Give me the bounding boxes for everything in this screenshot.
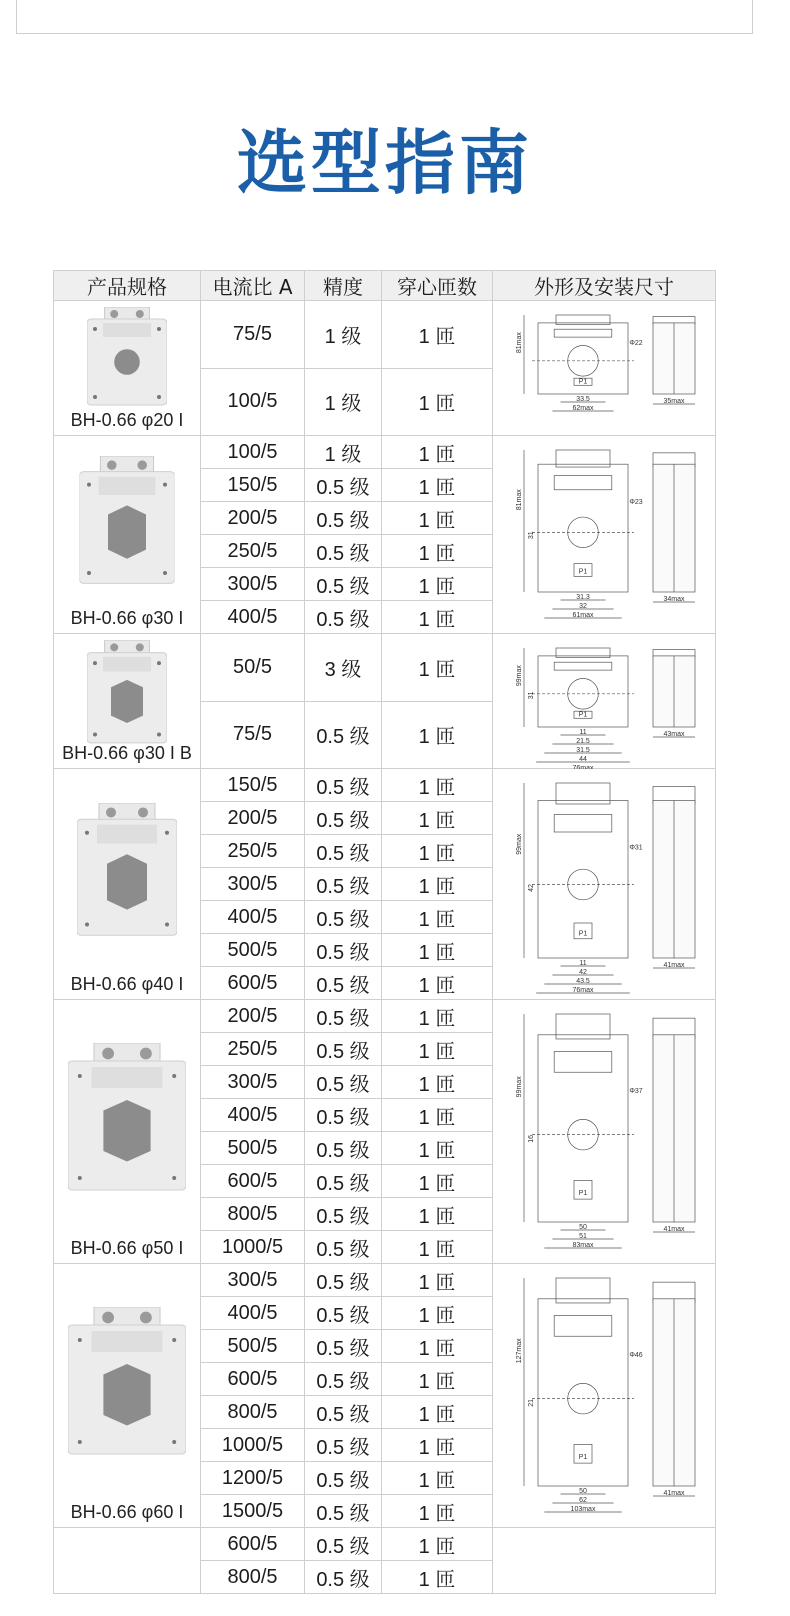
dimension-label: 34max — [663, 596, 685, 603]
turns-cell: 1 匝 — [382, 1165, 493, 1198]
dimension-label: 99max — [516, 1076, 523, 1098]
product-photo — [77, 803, 177, 938]
spec-table — [53, 270, 716, 1594]
dimension-label: 43max — [663, 731, 685, 738]
header-dimensions: 外形及安装尺寸 — [493, 271, 716, 301]
current-ratio-cell: 150/5 — [201, 469, 305, 502]
current-ratio-cell: 75/5 — [201, 301, 305, 369]
accuracy-cell: 0.5 级 — [305, 835, 382, 868]
dimension-label: 21 — [528, 1398, 535, 1407]
table-row — [54, 769, 716, 802]
header-turns: 穿心匝数 — [382, 271, 493, 301]
turns-cell: 1 匝 — [382, 1132, 493, 1165]
table-row — [54, 1528, 716, 1561]
product-photo — [80, 456, 175, 586]
current-ratio-cell: 250/5 — [201, 1033, 305, 1066]
dimension-label: 33.5 — [576, 396, 590, 403]
product-photo — [68, 1043, 186, 1193]
dimension-label: P1 — [578, 568, 588, 576]
current-ratio-cell: 1200/5 — [201, 1462, 305, 1495]
turns-cell: 1 匝 — [382, 1528, 493, 1561]
product-cell — [54, 1000, 201, 1264]
accuracy-cell: 0.5 级 — [305, 1198, 382, 1231]
dimension-label: 62 — [579, 1497, 587, 1504]
dimension-cell — [493, 1528, 716, 1594]
table-row — [54, 301, 716, 369]
turns-cell: 1 匝 — [382, 1396, 493, 1429]
turns-cell: 1 匝 — [382, 1000, 493, 1033]
accuracy-cell: 1 级 — [305, 436, 382, 469]
dimension-label: 51 — [579, 1233, 587, 1240]
dimension-label: P1 — [578, 930, 588, 938]
accuracy-cell: 0.5 级 — [305, 535, 382, 568]
dimension-label: P1 — [578, 711, 588, 719]
current-ratio-cell: 400/5 — [201, 1297, 305, 1330]
dimension-label: 99max — [516, 833, 523, 855]
dimension-label: 62max — [572, 405, 594, 412]
accuracy-cell: 3 级 — [305, 634, 382, 702]
turns-cell: 1 匝 — [382, 901, 493, 934]
accuracy-cell: 0.5 级 — [305, 568, 382, 601]
dimension-cell — [493, 1264, 716, 1528]
turns-cell: 1 匝 — [382, 1429, 493, 1462]
dimension-label: P1 — [578, 1453, 588, 1461]
product-photo — [68, 1307, 186, 1457]
turns-cell: 1 匝 — [382, 934, 493, 967]
dimension-label: 83max — [572, 1242, 594, 1249]
dimension-drawing — [493, 301, 716, 436]
accuracy-cell: 0.5 级 — [305, 967, 382, 1000]
product-cell — [54, 1264, 201, 1528]
accuracy-cell: 0.5 级 — [305, 1528, 382, 1561]
dimension-label: 81max — [516, 332, 523, 354]
turns-cell: 1 匝 — [382, 1033, 493, 1066]
accuracy-cell: 0.5 级 — [305, 868, 382, 901]
dimension-label: Φ23 — [629, 498, 643, 506]
current-ratio-cell: 200/5 — [201, 802, 305, 835]
product-cell — [54, 634, 201, 769]
current-ratio-cell: 300/5 — [201, 868, 305, 901]
turns-cell: 1 匝 — [382, 701, 493, 769]
dimension-label: Φ22 — [629, 340, 643, 348]
turns-cell: 1 匝 — [382, 769, 493, 802]
current-ratio-cell: 100/5 — [201, 368, 305, 436]
dimension-label: 32 — [579, 603, 587, 610]
current-ratio-cell: 300/5 — [201, 568, 305, 601]
turns-cell: 1 匝 — [382, 1264, 493, 1297]
turns-cell: 1 匝 — [382, 436, 493, 469]
current-ratio-cell: 500/5 — [201, 1330, 305, 1363]
current-ratio-cell: 600/5 — [201, 967, 305, 1000]
dimension-drawing — [493, 634, 716, 769]
turns-cell: 1 匝 — [382, 535, 493, 568]
current-ratio-cell: 300/5 — [201, 1264, 305, 1297]
accuracy-cell: 0.5 级 — [305, 502, 382, 535]
product-cell — [54, 436, 201, 634]
turns-cell: 1 匝 — [382, 1363, 493, 1396]
accuracy-cell: 0.5 级 — [305, 1165, 382, 1198]
current-ratio-cell: 150/5 — [201, 769, 305, 802]
dimension-drawing — [493, 436, 716, 634]
current-ratio-cell: 600/5 — [201, 1165, 305, 1198]
accuracy-cell: 0.5 级 — [305, 1231, 382, 1264]
dimension-label: 44 — [579, 756, 587, 763]
accuracy-cell: 0.5 级 — [305, 1363, 382, 1396]
turns-cell: 1 匝 — [382, 601, 493, 634]
dimension-label: 41max — [663, 1226, 685, 1233]
dimension-label: 76max — [572, 987, 594, 994]
accuracy-cell: 0.5 级 — [305, 1099, 382, 1132]
dimension-label: 42 — [579, 969, 587, 976]
dimension-label: 31 — [528, 691, 535, 700]
turns-cell: 1 匝 — [382, 967, 493, 1000]
accuracy-cell: 0.5 级 — [305, 1561, 382, 1594]
turns-cell: 1 匝 — [382, 502, 493, 535]
header-product-spec: 产品规格 — [54, 271, 201, 301]
turns-cell: 1 匝 — [382, 868, 493, 901]
accuracy-cell: 0.5 级 — [305, 934, 382, 967]
dimension-label: 81max — [516, 489, 523, 511]
accuracy-cell: 0.5 级 — [305, 469, 382, 502]
product-cell — [54, 769, 201, 1000]
table-row — [54, 436, 716, 469]
accuracy-cell: 0.5 级 — [305, 769, 382, 802]
current-ratio-cell: 400/5 — [201, 601, 305, 634]
turns-cell: 1 匝 — [382, 1561, 493, 1594]
dimension-label: Φ37 — [629, 1088, 643, 1096]
turns-cell: 1 匝 — [382, 802, 493, 835]
dimension-label: Φ31 — [629, 844, 643, 852]
table-row — [54, 1000, 716, 1033]
dimension-label: P1 — [578, 1189, 588, 1197]
current-ratio-cell: 400/5 — [201, 1099, 305, 1132]
turns-cell: 1 匝 — [382, 1066, 493, 1099]
dimension-label: 11 — [579, 729, 587, 736]
dimension-label: 99max — [516, 665, 523, 687]
accuracy-cell: 0.5 级 — [305, 1396, 382, 1429]
accuracy-cell: 0.5 级 — [305, 701, 382, 769]
dimension-label: 21.5 — [576, 738, 590, 745]
dimension-cell — [493, 634, 716, 769]
table-header-row — [54, 271, 716, 301]
accuracy-cell: 0.5 级 — [305, 1066, 382, 1099]
dimension-label: 127max — [516, 1338, 523, 1364]
current-ratio-cell: 1000/5 — [201, 1429, 305, 1462]
product-model-label: BH-0.66 φ50 I — [70, 1238, 184, 1258]
current-ratio-cell: 200/5 — [201, 502, 305, 535]
dimension-drawing — [493, 769, 716, 1000]
product-model-label: BH-0.66 φ60 I — [70, 1502, 184, 1522]
current-ratio-cell: 250/5 — [201, 535, 305, 568]
turns-cell: 1 匝 — [382, 835, 493, 868]
header-current-ratio: 电流比 A — [201, 271, 305, 301]
dimension-label: 50 — [579, 1224, 587, 1231]
table-row — [54, 1264, 716, 1297]
dimension-drawing — [493, 1264, 716, 1528]
current-ratio-cell: 300/5 — [201, 1066, 305, 1099]
turns-cell: 1 匝 — [382, 1330, 493, 1363]
dimension-cell — [493, 301, 716, 436]
dimension-label: Φ46 — [629, 1352, 643, 1360]
dimension-cell — [493, 1000, 716, 1264]
accuracy-cell: 0.5 级 — [305, 802, 382, 835]
accuracy-cell: 0.5 级 — [305, 1297, 382, 1330]
accuracy-cell: 0.5 级 — [305, 1264, 382, 1297]
current-ratio-cell: 500/5 — [201, 1132, 305, 1165]
dimension-label: 31.3 — [576, 594, 590, 601]
product-model-label: BH-0.66 φ30 I B — [62, 743, 192, 763]
dimension-label: 41max — [663, 1490, 685, 1497]
accuracy-cell: 1 级 — [305, 301, 382, 369]
dimension-cell — [493, 436, 716, 634]
turns-cell: 1 匝 — [382, 1297, 493, 1330]
current-ratio-cell: 50/5 — [201, 634, 305, 702]
dimension-label: P1 — [578, 378, 588, 386]
dimension-label: 50 — [579, 1488, 587, 1495]
current-ratio-cell: 1000/5 — [201, 1231, 305, 1264]
current-ratio-cell: 800/5 — [201, 1396, 305, 1429]
product-photo — [87, 640, 167, 745]
accuracy-cell: 0.5 级 — [305, 1330, 382, 1363]
current-ratio-cell: 500/5 — [201, 934, 305, 967]
dimension-label: 31 — [528, 531, 535, 540]
accuracy-cell: 0.5 级 — [305, 1429, 382, 1462]
accuracy-cell: 0.5 级 — [305, 1000, 382, 1033]
accuracy-cell: 0.5 级 — [305, 1495, 382, 1528]
current-ratio-cell: 200/5 — [201, 1000, 305, 1033]
accuracy-cell: 1 级 — [305, 368, 382, 436]
turns-cell: 1 匝 — [382, 469, 493, 502]
dimension-label: 11 — [579, 960, 587, 967]
current-ratio-cell: 400/5 — [201, 901, 305, 934]
turns-cell: 1 匝 — [382, 1099, 493, 1132]
dimension-label: 35max — [663, 398, 685, 405]
current-ratio-cell: 800/5 — [201, 1561, 305, 1594]
current-ratio-cell: 1500/5 — [201, 1495, 305, 1528]
turns-cell: 1 匝 — [382, 301, 493, 369]
dimension-label: 42 — [528, 884, 535, 892]
product-model-label: BH-0.66 φ30 I — [70, 608, 184, 628]
accuracy-cell: 0.5 级 — [305, 901, 382, 934]
page-title: 选型指南 — [237, 122, 533, 204]
dimension-label: 41max — [663, 962, 685, 969]
current-ratio-cell: 600/5 — [201, 1363, 305, 1396]
turns-cell: 1 匝 — [382, 1231, 493, 1264]
dimension-label: 61max — [572, 612, 594, 619]
current-ratio-cell: 100/5 — [201, 436, 305, 469]
turns-cell: 1 匝 — [382, 1462, 493, 1495]
dimension-label: 16 — [528, 1134, 535, 1143]
product-cell — [54, 1528, 201, 1594]
table-row — [54, 634, 716, 702]
current-ratio-cell: 800/5 — [201, 1198, 305, 1231]
turns-cell: 1 匝 — [382, 634, 493, 702]
accuracy-cell: 0.5 级 — [305, 1132, 382, 1165]
product-photo — [87, 307, 167, 407]
dimension-cell — [493, 769, 716, 1000]
dimension-label: 31.5 — [576, 747, 590, 754]
accuracy-cell: 0.5 级 — [305, 1462, 382, 1495]
turns-cell: 1 匝 — [382, 368, 493, 436]
dimension-label: 43.5 — [576, 978, 590, 985]
header-accuracy: 精度 — [305, 271, 382, 301]
current-ratio-cell: 250/5 — [201, 835, 305, 868]
current-ratio-cell: 600/5 — [201, 1528, 305, 1561]
product-model-label: BH-0.66 φ20 I — [70, 410, 184, 430]
turns-cell: 1 匝 — [382, 1495, 493, 1528]
turns-cell: 1 匝 — [382, 568, 493, 601]
top-frame — [16, 0, 753, 34]
product-model-label: BH-0.66 φ40 I — [70, 974, 184, 994]
accuracy-cell: 0.5 级 — [305, 601, 382, 634]
dimension-drawing — [493, 1000, 716, 1264]
dimension-label: 103max — [570, 1506, 596, 1513]
current-ratio-cell: 75/5 — [201, 701, 305, 769]
turns-cell: 1 匝 — [382, 1198, 493, 1231]
dimension-label: 76max — [572, 765, 594, 769]
product-cell — [54, 301, 201, 436]
accuracy-cell: 0.5 级 — [305, 1033, 382, 1066]
